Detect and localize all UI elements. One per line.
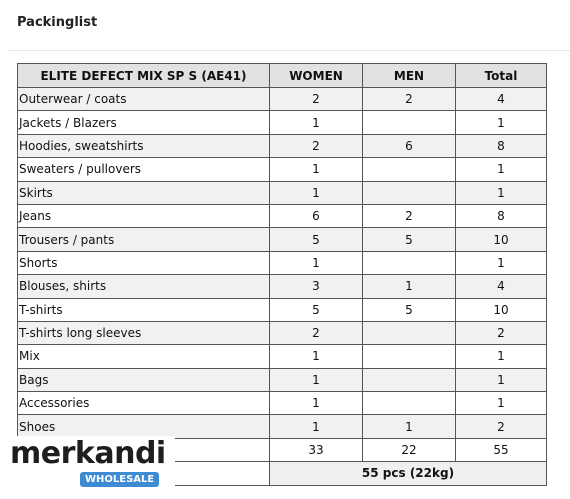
cell-men <box>363 181 456 204</box>
table-row <box>18 345 547 368</box>
cell-men <box>363 251 456 274</box>
cell-total: 2 <box>456 415 547 438</box>
cell-men <box>363 158 456 181</box>
cell-women: 1 <box>270 181 363 204</box>
cell-total: 2 <box>456 321 547 344</box>
column-header-men: MEN <box>363 64 456 88</box>
cell-men: 5 <box>363 228 456 251</box>
cell-total: 55 <box>456 438 547 461</box>
cell-men <box>363 321 456 344</box>
cell-men <box>363 111 456 134</box>
page-title: Packinglist <box>17 15 98 30</box>
cell-men: 1 <box>363 415 456 438</box>
cell-women: 1 <box>270 158 363 181</box>
merkandi-logo <box>0 436 175 499</box>
summary-cell: 55 pcs (22kg) <box>270 462 547 485</box>
table-row <box>18 392 547 415</box>
cell-total: 8 <box>456 204 547 227</box>
cell-category: Trousers / pants <box>18 228 270 251</box>
cell-total: 10 <box>456 228 547 251</box>
column-header-women: WOMEN <box>270 64 363 88</box>
cell-women: 2 <box>270 321 363 344</box>
table-row <box>18 298 547 321</box>
cell-men <box>363 392 456 415</box>
cell-women: 5 <box>270 298 363 321</box>
cell-total: 4 <box>456 275 547 298</box>
table-row <box>18 111 547 134</box>
cell-men: 2 <box>363 204 456 227</box>
cell-category: Accessories <box>18 392 270 415</box>
table-row <box>18 368 547 391</box>
cell-total: 1 <box>456 111 547 134</box>
cell-women: 6 <box>270 204 363 227</box>
cell-women: 5 <box>270 228 363 251</box>
cell-women: 1 <box>270 111 363 134</box>
cell-category: Skirts <box>18 181 270 204</box>
cell-category: Shorts <box>18 251 270 274</box>
cell-men <box>363 368 456 391</box>
cell-total: 8 <box>456 134 547 157</box>
cell-category: Sweaters / pullovers <box>18 158 270 181</box>
table-row <box>18 251 547 274</box>
cell-category: T-shirts long sleeves <box>18 321 270 344</box>
table-row <box>18 415 547 438</box>
cell-women: 1 <box>270 345 363 368</box>
logo-wordmark: merkandi <box>10 436 166 471</box>
cell-women: 1 <box>270 251 363 274</box>
cell-total: 10 <box>456 298 547 321</box>
cell-women: 1 <box>270 392 363 415</box>
cell-women: 1 <box>270 415 363 438</box>
cell-category: Shoes <box>18 415 270 438</box>
cell-men: 2 <box>363 88 456 111</box>
cell-total: 1 <box>456 181 547 204</box>
cell-category: Bags <box>18 368 270 391</box>
cell-women: 33 <box>270 438 363 461</box>
cell-men <box>363 345 456 368</box>
cell-category: Outerwear / coats <box>18 88 270 111</box>
column-header-lot: ELITE DEFECT MIX SP S (AE41) <box>18 64 270 88</box>
cell-women: 3 <box>270 275 363 298</box>
table-row <box>18 275 547 298</box>
column-header-total: Total <box>456 64 547 88</box>
table-row <box>18 88 547 111</box>
cell-women: 1 <box>270 368 363 391</box>
cell-category: Jeans <box>18 204 270 227</box>
cell-category: Blouses, shirts <box>18 275 270 298</box>
cell-total: 1 <box>456 345 547 368</box>
table-row <box>18 228 547 251</box>
cell-total: 1 <box>456 251 547 274</box>
cell-men: 6 <box>363 134 456 157</box>
table-row <box>18 181 547 204</box>
packing-table <box>17 63 547 486</box>
cell-men: 22 <box>363 438 456 461</box>
cell-category: Hoodies, sweatshirts <box>18 134 270 157</box>
cell-category: T-shirts <box>18 298 270 321</box>
cell-women: 2 <box>270 134 363 157</box>
cell-total: 1 <box>456 368 547 391</box>
table-row <box>18 321 547 344</box>
cell-total: 1 <box>456 392 547 415</box>
table-row <box>18 158 547 181</box>
table-header-row <box>18 64 547 88</box>
cell-total: 4 <box>456 88 547 111</box>
logo-badge: WHOLESALE <box>80 472 159 487</box>
table-row <box>18 134 547 157</box>
cell-men: 5 <box>363 298 456 321</box>
cell-category: Jackets / Blazers <box>18 111 270 134</box>
cell-total: 1 <box>456 158 547 181</box>
cell-category: Mix <box>18 345 270 368</box>
divider <box>8 50 570 51</box>
table-row <box>18 204 547 227</box>
cell-men: 1 <box>363 275 456 298</box>
cell-women: 2 <box>270 88 363 111</box>
